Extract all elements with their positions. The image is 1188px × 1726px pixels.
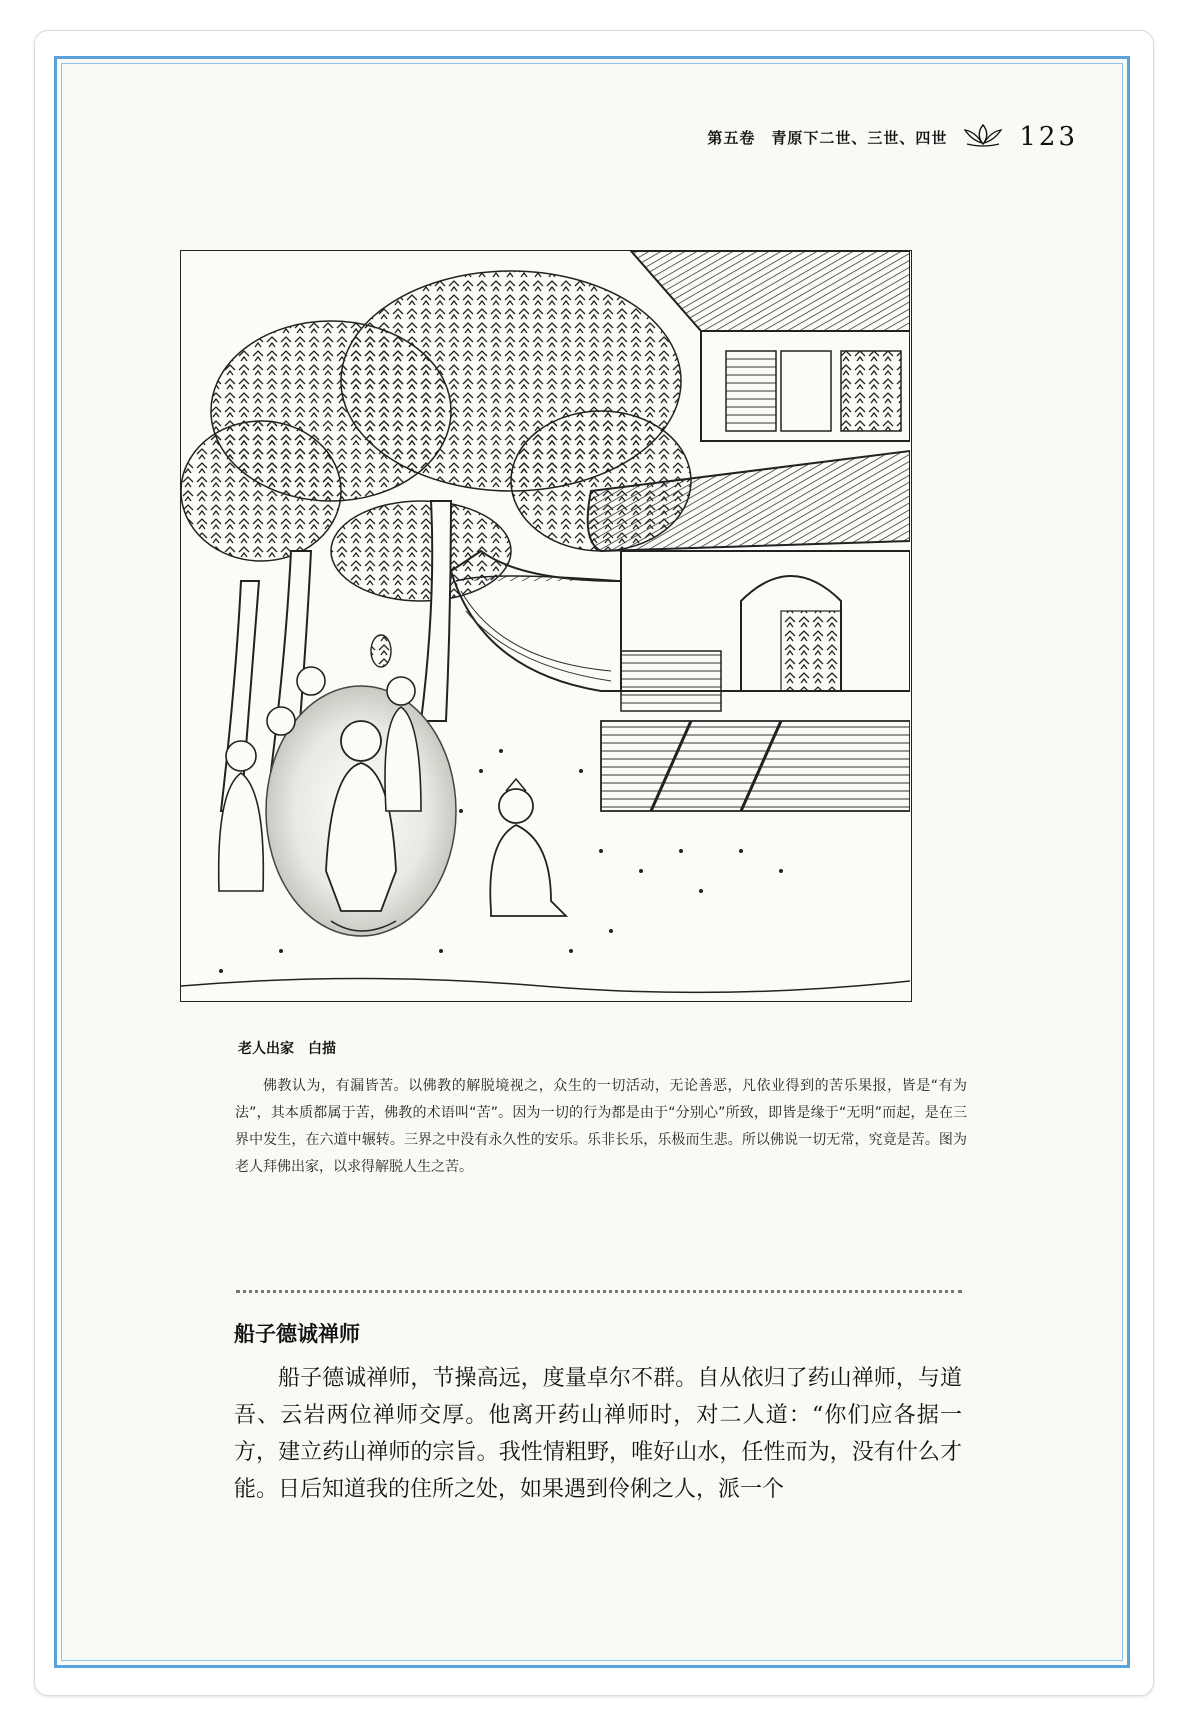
dotted-divider <box>236 1290 962 1293</box>
woodblock-illustration <box>180 250 912 1002</box>
running-title: 第五卷 青原下二世、三世、四世 <box>707 128 948 147</box>
section-body: 船子德诚禅师，节操高远，度量卓尔不群。自从依归了药山禅师，与道吾、云岩两位禅师交厚。他离开药山禅师时，对二人道：“你们应各据一方，建立药山禅师的宗旨。我性情粗野，唯好山水，任性而为，没有什么才能。日后知道我的住所之处，如果遇到伶俐之人，派一个 <box>234 1366 962 1502</box>
caption-title: 老人出家 白描 <box>238 1041 336 1057</box>
running-head <box>707 122 1078 152</box>
lotus-ornament-icon <box>961 122 1005 152</box>
caption-body: 佛教认为，有漏皆苦。以佛教的解脱境视之，众生的一切活动，无论善恶，凡依业得到的苦乐果报，皆是“有为法”，其本质都属于苦，佛教的术语叫“苦”。因为一切的行为都是由于“分别心”所致，即皆是缘于“无明”而起，是在三界中发生，在六道中辗转。三界之中没有永久性的安乐。乐非长乐，乐极而生悲。所以佛说一切无常，究竟是苦。图为老人拜佛出家，以求得解脱人生之苦。 <box>235 1078 967 1175</box>
section-heading: 船子德诚禅师 <box>234 1322 360 1346</box>
page-number: 123 <box>1019 122 1078 152</box>
